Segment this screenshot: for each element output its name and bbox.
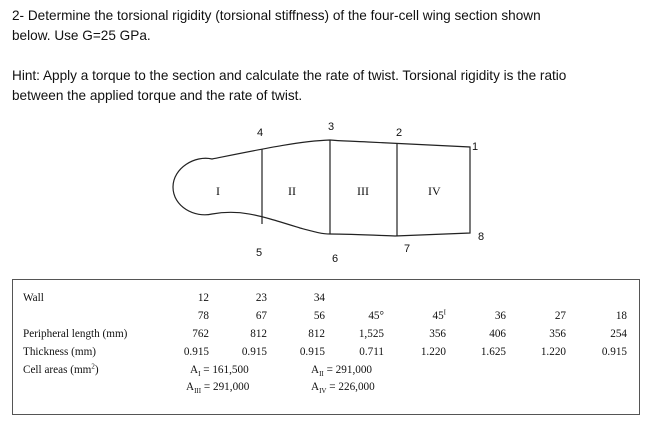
- row-label-peripheral: Peripheral length (mm): [23, 328, 128, 340]
- wall-data-table: [12, 279, 640, 415]
- wall-45i: $45^I$: [432, 308, 446, 322]
- wall-number-3: 3: [328, 121, 335, 133]
- hint-line-1: Hint: Apply a torque to the section and calculate the rate of twist. Torsional rigidity is the ratio: [12, 68, 567, 83]
- cell-label-II: II: [288, 184, 296, 198]
- area-cell-I: $A_I = 161,500$: [190, 364, 249, 379]
- wall-number-4: 4: [257, 127, 264, 139]
- hint-line-2: between the applied torque and the rate of twist.: [12, 88, 303, 103]
- wall-number-6: 6: [332, 253, 339, 265]
- row-label-wall: Wall: [23, 292, 44, 304]
- wall-34: 34: [313, 292, 325, 304]
- area-cell-IV: $A_{IV} = 226,000$: [311, 381, 375, 396]
- wall-45o: 45°: [368, 310, 384, 322]
- area-cell-III: $A_{III} = 291,000$: [186, 381, 250, 396]
- thickness-78: 0.915: [183, 346, 209, 358]
- thickness-27: 1.220: [540, 346, 566, 358]
- thickness-67: 0.915: [241, 346, 267, 358]
- thickness-45i: 1.220: [420, 346, 446, 358]
- cell-label-III: III: [357, 184, 369, 198]
- wall-number-1: 1: [472, 141, 479, 153]
- wall-67: 67: [255, 310, 267, 322]
- wall-number-7: 7: [404, 243, 411, 255]
- peripheral-78: 762: [192, 328, 209, 340]
- question-line-2: below. Use G=25 GPa.: [12, 28, 151, 43]
- row-label-areas: Cell areas $(mm^2)$: [23, 362, 99, 376]
- wall-36: 36: [494, 310, 506, 322]
- area-cell-II: $A_{II} = 291,000$: [311, 364, 373, 379]
- peripheral-67: 812: [250, 328, 267, 340]
- wall-56: 56: [313, 310, 325, 322]
- cell-label-I: I: [216, 184, 220, 198]
- thickness-56: 0.915: [299, 346, 325, 358]
- wall-27: 27: [554, 310, 566, 322]
- peripheral-45i: 356: [429, 328, 446, 340]
- wall-12: 12: [197, 292, 209, 304]
- wall-18: 18: [615, 310, 627, 322]
- peripheral-56: 812: [308, 328, 325, 340]
- wall-23: 23: [255, 292, 267, 304]
- peripheral-18: 254: [610, 328, 627, 340]
- thickness-36: 1.625: [480, 346, 506, 358]
- thickness-45o: 0.711: [359, 346, 384, 358]
- cell-label-IV: IV: [428, 184, 441, 198]
- wall-number-2: 2: [396, 127, 403, 139]
- wall-number-8: 8: [478, 231, 485, 243]
- thickness-18: 0.915: [601, 346, 627, 358]
- row-label-thickness: Thickness (mm): [23, 346, 97, 358]
- question-line-1: 2- Determine the torsional rigidity (torsional stiffness) of the four-cell wing section shown: [12, 8, 541, 23]
- wall-78: 78: [197, 310, 209, 322]
- peripheral-27: 356: [549, 328, 566, 340]
- peripheral-45o: 1,525: [358, 328, 384, 340]
- peripheral-36: 406: [489, 328, 506, 340]
- wall-number-5: 5: [256, 247, 263, 259]
